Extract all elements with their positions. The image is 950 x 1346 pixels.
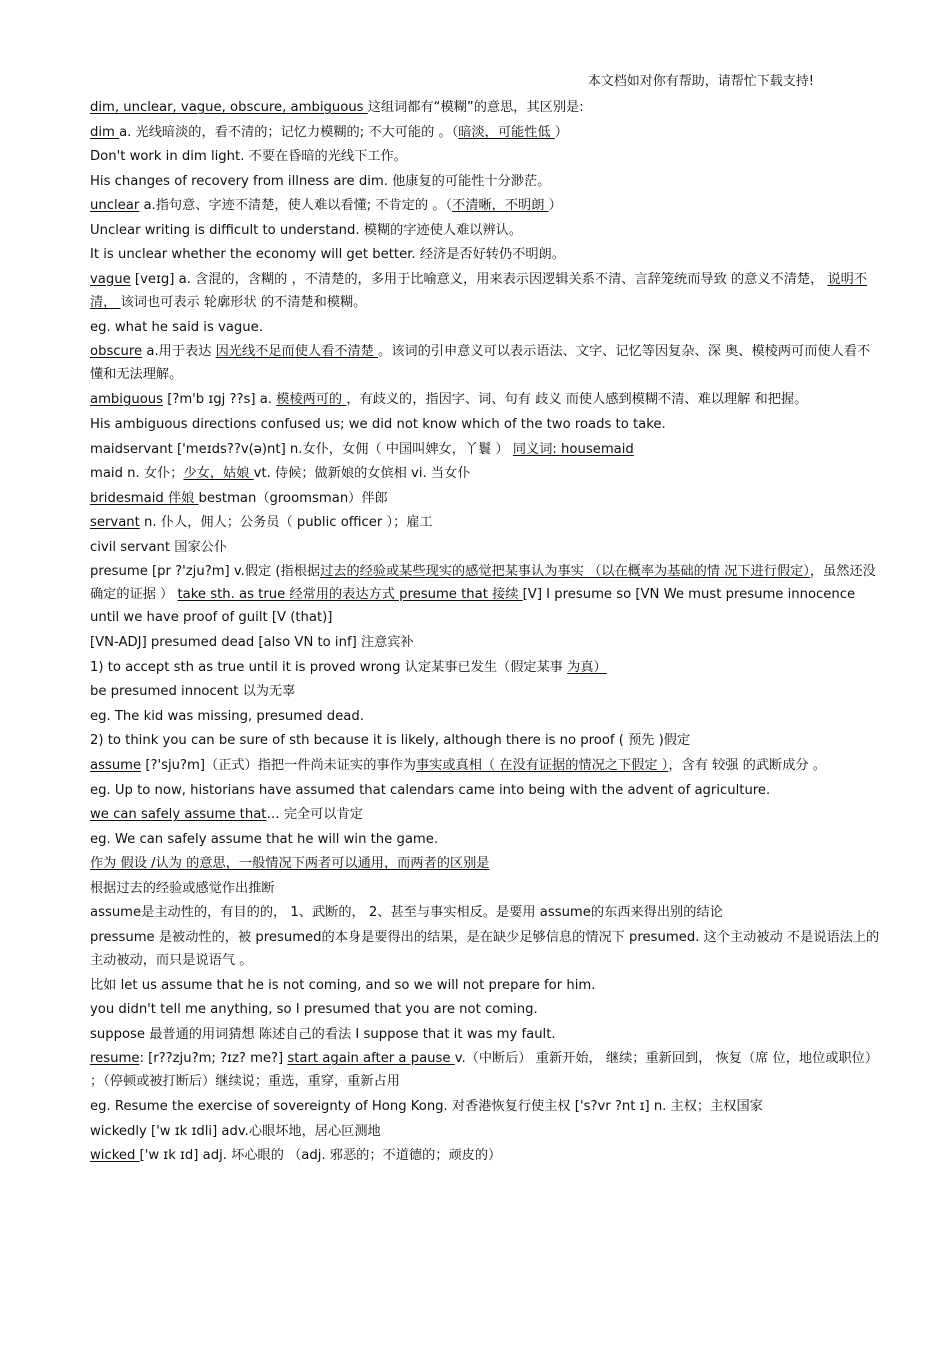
text-line <box>90 536 880 561</box>
text-line <box>90 926 880 974</box>
underlined-text: servant <box>90 515 140 530</box>
text-segment: [?'sju?m]（正式）指把一件尚未证实的事作为 <box>141 757 416 773</box>
text-segment: [VN-ADJ] presumed dead [also VN to inf] 注意宾补 <box>90 635 414 650</box>
text-segment: vt. 侍候；做新娘的女傧相 vi. 当女仆 <box>253 466 471 481</box>
underlined-text: obscure <box>90 344 143 359</box>
text-line <box>90 877 880 902</box>
underlined-text: 作为 假设 /认为 的意思，一般情况下两者可以通用，而两者的区别是 <box>90 856 490 871</box>
underlined-text: start again after a pause <box>287 1051 455 1066</box>
text-line <box>90 560 880 631</box>
underlined-text: 为真） <box>567 659 607 675</box>
text-line <box>90 1047 880 1095</box>
text-segment: pressume 是被动性的，被 presumed的本身是要得出的结果，是在缺少足够信息的情况下 presumed. 这个主动被动 不是说语法上的主动被动，而只是说语气 。 <box>90 929 880 968</box>
text-segment: wickedly ['w ɪk ɪdli] adv.心眼坏地，居心叵测地 <box>90 1123 381 1139</box>
text-segment: eg. Up to now, historians have assumed that calendars came into being with the advent of agriculture. <box>90 782 771 798</box>
text-line <box>90 1095 880 1120</box>
text-segment: assume是主动性的，有目的的， 1、武断的， 2、甚至与事实相反。是要用 assume的东西来得出别的结论 <box>90 905 723 920</box>
text-line <box>90 340 880 388</box>
text-segment: 根据过去的经验或感觉作出推断 <box>90 880 275 896</box>
text-line <box>90 828 880 853</box>
underlined-text: ambiguous <box>90 392 163 407</box>
text-line <box>90 998 880 1023</box>
text-segment: v.（中断后） 重新开始， 继续；重新回到， 恢复（席 位，地位或职位） ；（停顿或被打断后）继续说；重选，重穿，重新占用 <box>90 1051 879 1089</box>
text-line <box>90 511 880 536</box>
text-line <box>90 219 880 244</box>
text-segment: 。该词的引申意义可以表示语法、文字、记忆等因复杂、深 奥、模棱两可而使人看不懂和无法理解。 <box>90 344 871 382</box>
text-segment: … 完全可以肯定 <box>266 807 363 822</box>
text-segment: [?m'b ɪgj ??s] a. <box>163 392 277 407</box>
text-segment: a.用于表达 <box>142 344 216 359</box>
underlined-text: 暗淡，可能性低 <box>458 124 555 140</box>
text-line <box>90 487 880 512</box>
text-segment: [veɪg] a. 含混的，含糊的 ，不清楚的，多用于比喻意义，用来表示因逻辑关系不清、言辞笼统而导致 的意义不清楚， <box>130 271 828 287</box>
underlined-text: wicked <box>90 1148 140 1163</box>
underlined-text: dim <box>90 124 120 140</box>
text-line <box>90 413 880 438</box>
text-line <box>90 852 880 877</box>
text-line <box>90 754 880 779</box>
text-segment: maidservant ['meɪds??v(ə)nt] n.女仆，女佣（ 中国叫婢女，丫鬟 ） <box>90 441 513 457</box>
text-segment: eg. We can safely assume that he will win the game. <box>90 831 439 847</box>
text-line <box>90 243 880 268</box>
text-line <box>90 901 880 926</box>
text-segment: suppose 最普通的用词猜想 陈述自己的看法 I suppose that it was my fault. <box>90 1026 556 1042</box>
underlined-text: 过去的经验或某些现实的感觉把某事认为事实 （以在概率为基础的情 况下进行假定） <box>320 564 810 579</box>
text-segment: [V] I presume so [VN We must presume innocence until we have proof of guilt [V (that)] <box>90 587 856 625</box>
text-line <box>90 1120 880 1145</box>
underlined-text: 事实或真相（ 在没有证据的情况之下假定 ） <box>415 757 669 773</box>
text-segment: you didn't tell me anything, so I presumed that you are not coming. <box>90 1002 538 1017</box>
text-segment: 2) to think you can be sure of sth because it is likely, although there is no proof ( 预先 )假定 <box>90 733 691 748</box>
text-segment: eg. what he said is vague. <box>90 319 263 335</box>
text-segment: 比如 let us assume that he is not coming, and so we will not prepare for him. <box>90 977 596 993</box>
download-note: 本文档如对你有帮助，请帮忙下载支持! <box>587 74 814 89</box>
text-line <box>90 680 880 705</box>
text-line <box>90 631 880 656</box>
underlined-text: assume <box>90 757 142 773</box>
vocabulary-notes <box>90 96 880 1169</box>
text-line <box>90 145 880 170</box>
underlined-text: 说明不清， <box>90 271 868 310</box>
text-line <box>90 1023 880 1048</box>
underlined-text: 模棱两可的 <box>276 392 347 407</box>
text-segment: His ambiguous directions confused us; we did not know which of the two roads to take. <box>90 417 666 432</box>
text-segment: 该词也可表示 轮廓形状 的不清楚和模糊。 <box>120 294 367 310</box>
text-segment: ，虽然还没确定的证据 ） <box>90 564 876 602</box>
text-segment: It is unclear whether the economy will get better. 经济是否好转仍不明朗。 <box>90 247 565 262</box>
underlined-text: 因光线不足而使人看不清楚 <box>215 344 379 359</box>
text-segment: ，有歧义的，指因字、词、句有 歧义 而使人感到模糊不清、难以理解 和把握。 <box>346 392 808 407</box>
text-segment: be presumed innocent 以为无辜 <box>90 684 296 699</box>
text-segment: Don't work in dim light. 不要在昏暗的光线下工作。 <box>90 149 407 164</box>
text-line <box>90 438 880 463</box>
text-segment: n. 仆人，佣人；公务员（ public officer ）；雇工 <box>139 515 433 530</box>
underlined-text: we can safely assume that <box>90 807 267 822</box>
underlined-text: bridesmaid 伴娘 <box>90 490 199 506</box>
text-line <box>90 388 880 413</box>
text-segment: 这组词都有“模糊”的意思，其区别是: <box>367 100 584 115</box>
underlined-text: resume <box>90 1051 140 1066</box>
underlined-text: unclear <box>90 198 140 213</box>
underlined-text: take sth. as true 经常用的表达方式 presume that 接续 <box>177 587 523 602</box>
text-line <box>90 779 880 804</box>
text-line <box>90 803 880 828</box>
text-line <box>90 656 880 681</box>
underlined-text: 不清晰，不明朗 <box>452 198 549 213</box>
underlined-text: 少女，姑娘 <box>183 466 254 481</box>
text-line <box>90 170 880 195</box>
text-line <box>90 705 880 730</box>
text-segment: 1) to accept sth as true until it is proved wrong 认定某事已发生（假定某事 <box>90 659 568 675</box>
text-segment: eg. Resume the exercise of sovereignty of Hong Kong. 对香港恢复行使主权 ['s?vr ?nt ɪ] n. 主权；主权国家 <box>90 1099 763 1114</box>
text-line <box>90 316 880 341</box>
text-line <box>90 268 880 316</box>
text-segment: His changes of recovery from illness are dim. 他康复的可能性十分渺茫。 <box>90 173 551 189</box>
underlined-text: vague <box>90 271 131 287</box>
text-segment: eg. The kid was missing, presumed dead. <box>90 708 364 724</box>
underlined-text: dim, unclear, vague, obscure, ambiguous <box>90 100 368 115</box>
text-segment: Unclear writing is difficult to understand. 模糊的字迹使人难以辨认。 <box>90 222 523 238</box>
text-segment: civil servant 国家公仆 <box>90 539 228 555</box>
text-segment: ） <box>548 198 562 213</box>
text-segment: : [r??zju?m; ?ɪz? me?] <box>139 1051 288 1066</box>
text-segment: a.指句意、字迹不清楚，使人难以看懂; 不肯定的 。（ <box>139 198 453 213</box>
text-segment: ['w ɪk ɪd] adj. 坏心眼的 （adj. 邪恶的；不道德的；顽皮的） <box>139 1148 502 1163</box>
underlined-text: 同义词: housemaid <box>512 441 634 457</box>
text-line <box>90 729 880 754</box>
text-segment: maid n. 女仆； <box>90 466 184 481</box>
text-segment: ，含有 较强 的武断成分 。 <box>668 757 826 773</box>
text-line <box>90 96 880 121</box>
text-segment: bestman（groomsman）伴郎 <box>198 490 388 506</box>
text-segment: a. 光线暗淡的，看不清的；记忆力模糊的; 不大可能的 。（ <box>119 124 459 140</box>
text-line <box>90 194 880 219</box>
text-line <box>90 462 880 487</box>
text-line <box>90 1144 880 1169</box>
text-segment: presume [pr ?'zju?m] v.假定 (指根据 <box>90 564 321 579</box>
text-segment: ） <box>554 124 568 140</box>
text-line <box>90 121 880 146</box>
text-line <box>90 974 880 999</box>
